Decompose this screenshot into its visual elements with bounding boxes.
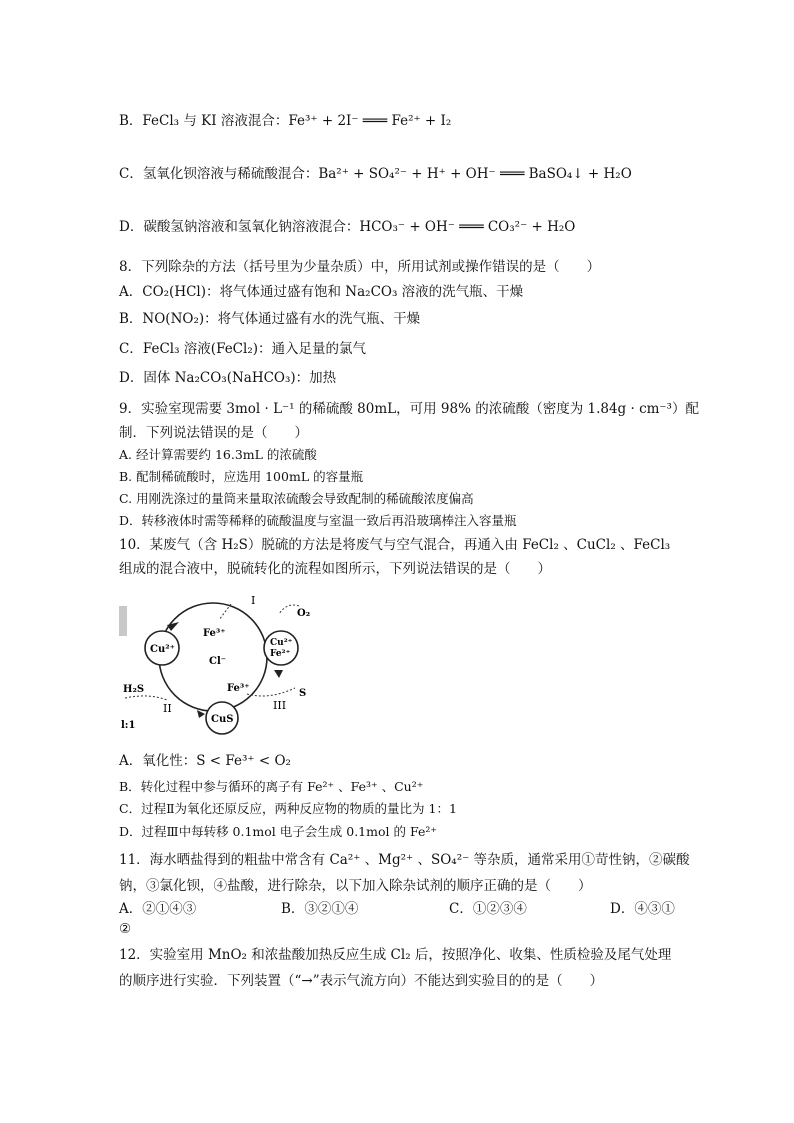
q11-stem-1: 11．海水晒盐得到的粗盐中常含有 Ca²⁺ 、Mg²⁺ 、SO₄²⁻ 等杂质，通常采用①苛性钠，②碳酸 [119,852,690,868]
q8-option-a: A．CO₂(HCl)：将气体通过盛有饱和 Na₂CO₃ 溶液的洗气瓶、干燥 [119,284,524,300]
q11-stem-2: 钠，③氯化钡，④盐酸，进行除杂，以下加入除杂试剂的顺序正确的是（ ） [119,878,592,894]
q12-stem-2: 的顺序进行实验．下列装置（“→”表示气流方向）不能达到实验目的的是（ ） [119,973,604,989]
q9-option-a: A. 经计算需要约 16.3mL 的浓硫酸 [119,447,317,462]
fe3-top-dotted-path [219,604,231,620]
cu2-right-label: Cu²⁺ [270,638,293,648]
roman-2-label: II [163,702,172,715]
fe3-bottom-label: Fe³⁺ [227,683,250,694]
q7-option-d: D．碳酸氢钠溶液和氢氧化钠溶液混合：HCO₃⁻ + OH⁻ ═══ CO₃²⁻ + H₂O [119,219,576,235]
o2-label: O₂ [297,608,311,619]
cu2-left-label: Cu²⁺ [150,644,175,655]
q11-option-c: C．①②③④ [449,901,527,917]
q10-stem-2: 组成的混合液中，脱硫转化的流程如图所示，下列说法错误的是（ ） [119,561,551,577]
q10-option-c: C．过程Ⅱ为氧化还原反应，两种反应物的物质的量比为 1：1 [119,801,457,816]
q9-option-c: C. 用刚洗涤过的量筒来量取浓硫酸会导致配制的稀硫酸浓度偏高 [119,491,474,506]
roman-3-label: III [273,699,287,712]
q10-stem-1: 10．某废气（含 H₂S）脱硫的方法是将废气与空气混合，再通入由 FeCl₂ 、CuCl₂ 、FeCl₃ [119,537,671,553]
q10-option-a: A．氧化性：S < Fe³⁺ < O₂ [119,753,291,769]
q8-option-c: C．FeCl₃ 溶液(FeCl₂)：通入足量的氯气 [119,341,367,357]
arrow-bottom [197,710,205,718]
q10-option-d: D．过程Ⅲ中每转移 0.1mol 电子会生成 0.1mol 的 Fe²⁺ [119,824,437,839]
q8-option-d: D．固体 Na₂CO₃(NaHCO₃)：加热 [119,370,337,386]
q10-option-b: B．转化过程中参与循环的离子有 Fe²⁺ 、Fe³⁺ 、Cu²⁺ [119,779,424,794]
cu-fe-right-node [264,631,298,665]
h2s-dotted-path [125,696,167,700]
o2-dotted-path [279,605,299,614]
q9-stem-2: 制．下列说法错误的是（ ） [119,425,308,441]
roman-1-label: I [251,594,256,607]
q11-option-d-wrap: ② [119,921,132,937]
arrow-top [167,622,179,631]
q9-stem-1: 9．实验室现需要 3mol · L⁻¹ 的稀硫酸 80mL，可用 98% 的浓硫酸（密度为 1.84g · cm⁻³）配 [119,401,699,417]
h2s-label: H₂S [123,684,145,695]
q12-stem-1: 12．实验室用 MnO₂ 和浓盐酸加热反应生成 Cl₂ 后，按照净化、收集、性质检验及尾气处理 [119,947,672,963]
q11-option-a: A．②①④③ [119,901,197,917]
desulfurization-cycle-diagram [119,588,329,738]
q7-option-c: C．氢氧化钡溶液与稀硫酸混合：Ba²⁺ + SO₄²⁻ + H⁺ + OH⁻ ═══ BaSO₄↓ + H₂O [119,166,632,182]
q11-option-b: B．③②①④ [281,901,359,917]
fe2-right-label: Fe²⁺ [270,649,291,659]
q8-stem: 8．下列除杂的方法（括号里为少量杂质）中，所用试剂或操作错误的是（ ） [119,259,601,275]
q9-option-d: D．转移液体时需等稀释的硫酸温度与室温一致后再沿玻璃棒注入容量瓶 [119,513,517,528]
cus-label: CuS [211,714,234,725]
corner-label: l:1 [121,720,136,731]
q11-option-d: D．④③① [610,901,675,917]
arrow-right [274,670,283,678]
s-label: S [299,688,307,699]
cl-label: Cl⁻ [209,656,227,667]
q9-option-b: B. 配制稀硫酸时，应选用 100mL 的容量瓶 [119,469,364,484]
fe3-top-label: Fe³⁺ [203,628,226,639]
q8-option-b: B．NO(NO₂)：将气体通过盛有水的洗气瓶、干燥 [119,311,421,327]
scan-shadow [119,606,127,636]
q7-option-b: B．FeCl₃ 与 KI 溶液混合：Fe³⁺ + 2I⁻ ═══ Fe²⁺ + I₂ [119,113,452,129]
